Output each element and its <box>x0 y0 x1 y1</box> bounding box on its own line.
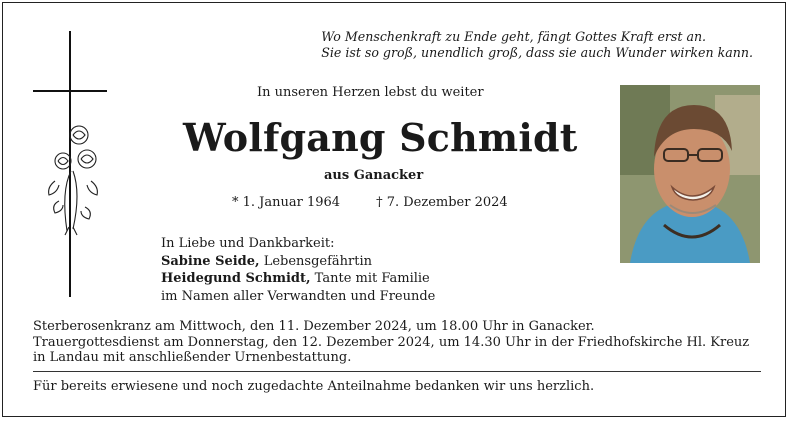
service-line: Sterberosenkranz am Mittwoch, den 11. Dezember 2024, um 18.00 Uhr in Ganacker. <box>33 319 595 334</box>
mourner-line <box>161 253 435 271</box>
portrait-photo <box>620 85 760 263</box>
quote-line: Sie ist so groß, unendlich groß, dass sie auch Wunder wirken kann. <box>321 45 753 60</box>
services-block <box>33 319 763 366</box>
mourners-block <box>161 235 435 305</box>
mourner-name: Sabine Seide, <box>161 253 260 269</box>
mourners-heading: In Liebe und Dankbarkeit: <box>161 236 335 251</box>
death-date: † 7. Dezember 2024 <box>376 195 508 210</box>
obituary-card <box>2 2 786 417</box>
intro-text: In unseren Herzen lebst du weiter <box>257 85 484 100</box>
mourner-role: Lebensgefährtin <box>259 253 373 269</box>
mourner-name: Heidegund Schmidt, <box>161 271 311 286</box>
mourners-others: im Namen aller Verwandten und Freunde <box>161 288 436 304</box>
mourner-role: Tante mit Familie <box>310 271 430 286</box>
mourner-line <box>161 270 435 288</box>
deceased-name: Wolfgang Schmidt <box>183 115 578 160</box>
cross-with-roses-icon <box>33 31 107 297</box>
origin-text: aus Ganacker <box>324 168 424 183</box>
quote-line: Wo Menschenkraft zu Ende geht, fängt Gottes Kraft erst an. <box>321 29 707 44</box>
divider <box>33 371 761 372</box>
life-dates <box>232 195 508 210</box>
birth-date: * 1. Januar 1964 <box>232 195 341 210</box>
quote <box>321 29 753 61</box>
service-line: Trauergottesdienst am Donnerstag, den 12. Dezember 2024, um 14.30 Uhr in der Friedhofskirche Hl. Kreuz <box>33 334 750 350</box>
service-line: in Landau mit anschließender Urnenbestattung. <box>33 350 352 365</box>
thanks-text: Für bereits erwiesene und noch zugedachte Anteilnahme bedanken wir uns herzlich. <box>33 379 595 394</box>
